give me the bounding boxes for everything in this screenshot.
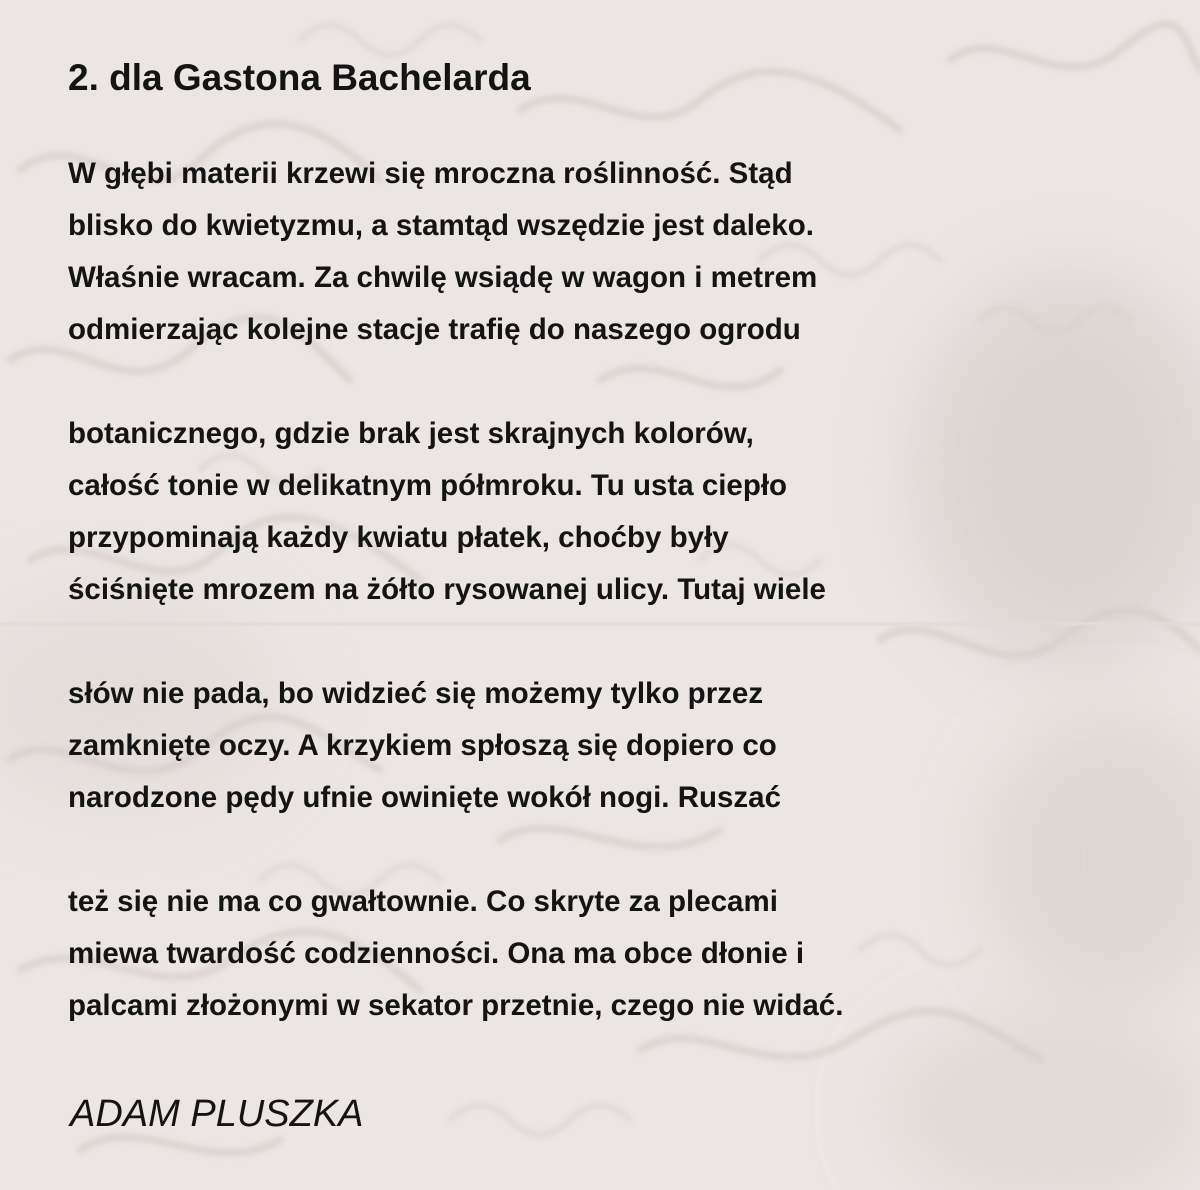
poem-title: 2. dla Gastona Bachelarda [68, 57, 531, 98]
poem-line: też się nie ma co gwałtownie. Co skryte za plecami [68, 885, 778, 918]
stanza-4 [68, 876, 843, 1032]
stanza-1 [68, 148, 817, 356]
poem-line: narodzone pędy ufnie owinięte wokół nogi. Ruszać [68, 781, 781, 814]
poem-line: palcami złożonymi w sekator przetnie, czego nie widać. [68, 989, 844, 1022]
poem-line: W głębi materii krzewi się mroczna roślinność. Stąd [68, 157, 793, 190]
poem-line: całość tonie w delikatnym półmroku. Tu usta ciepło [68, 469, 788, 502]
author-name: ADAM PLUSZKA [70, 1093, 364, 1135]
poem-line: zamknięte oczy. A krzykiem spłoszą się dopiero co [68, 729, 777, 762]
stanza-3 [68, 668, 781, 824]
poem-line: przypominają każdy kwiatu płatek, choćby były [68, 521, 729, 554]
poem-line: ściśnięte mrozem na żółto rysowanej ulicy. Tutaj wiele [68, 573, 826, 606]
poem-line: botanicznego, gdzie brak jest skrajnych kolorów, [68, 417, 754, 450]
poem-line: odmierzając kolejne stacje trafię do naszego ogrodu [68, 313, 801, 346]
poem-line: Właśnie wracam. Za chwilę wsiądę w wagon i metrem [68, 261, 818, 294]
poem-line: słów nie pada, bo widzieć się możemy tylko przez [68, 677, 764, 710]
poem-line: miewa twardość codzienności. Ona ma obce dłonie i [68, 937, 805, 970]
stanza-2 [68, 408, 826, 616]
poem-line: blisko do kwietyzmu, a stamtąd wszędzie jest daleko. [68, 209, 814, 242]
